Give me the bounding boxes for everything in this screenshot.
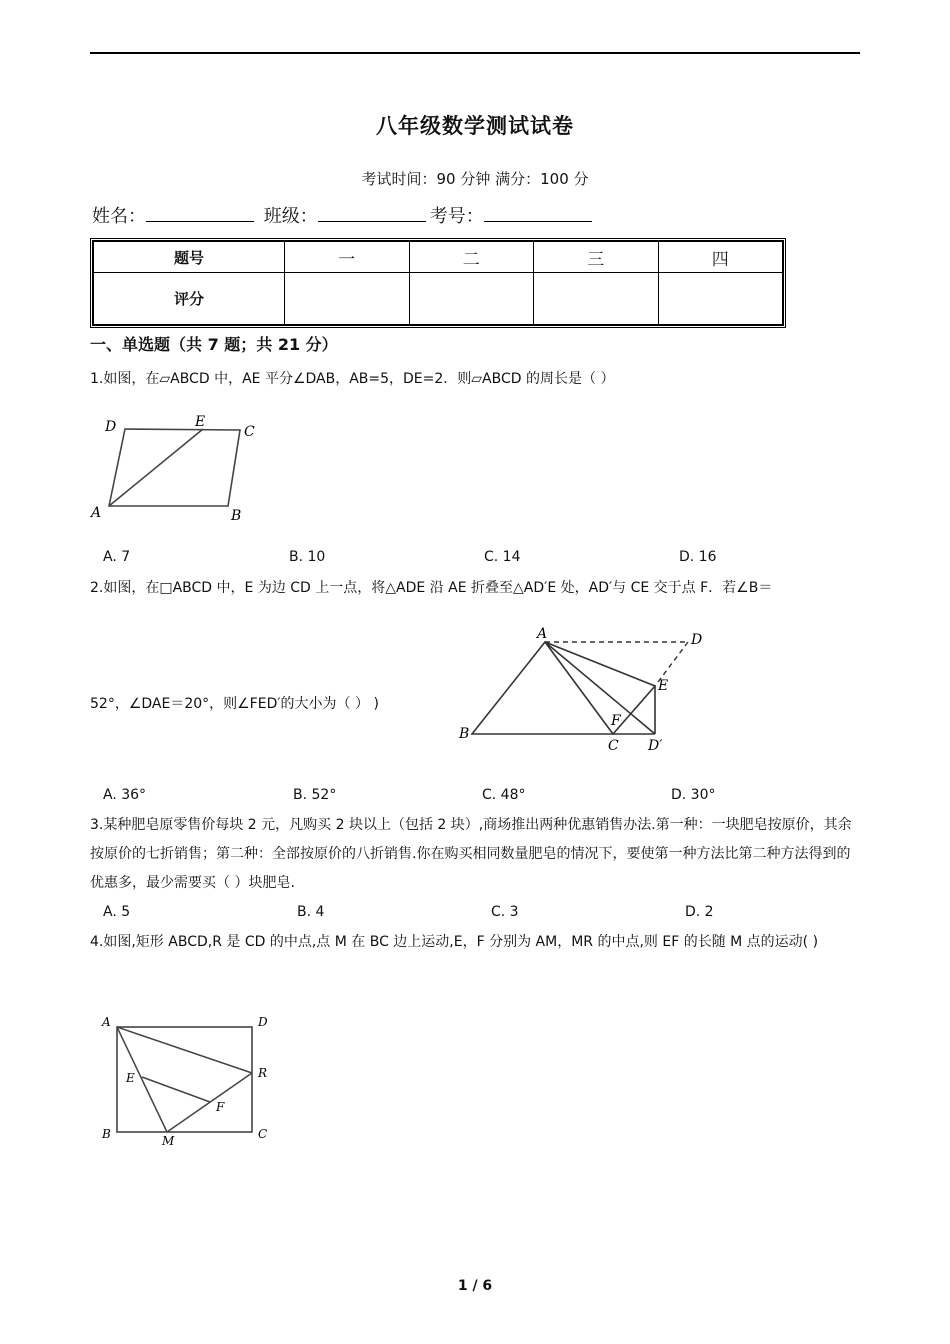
fig2-label-e: E (658, 678, 669, 694)
question-3-option-c: C. 3 (491, 904, 519, 920)
page-number: 1 / 6 (457, 1278, 493, 1294)
score-row-label-grade: 评分 (94, 273, 285, 325)
fig1-label-a: A (91, 505, 102, 521)
score-table (90, 238, 786, 328)
question-3-option-d: D. 2 (685, 904, 714, 920)
question-2-option-d: D. 30° (671, 787, 716, 803)
student-info-line (92, 202, 596, 228)
fig4-label-m: M (162, 1134, 175, 1148)
score-row-label-number: 题号 (94, 242, 285, 273)
question-1-text: 1.如图，在▱ABCD 中，AE 平分∠DAB，AB=5，DE=2．则▱ABCD 的周长是（ ） (90, 371, 615, 387)
fig4-label-d: D (258, 1015, 268, 1029)
fig1-label-b: B (231, 508, 242, 524)
fig4-label-r: R (258, 1066, 268, 1080)
question-1-figure (88, 410, 263, 525)
section-heading: 一、单选题（共 7 题；共 21 分） (90, 335, 338, 354)
id-blank (484, 205, 592, 222)
exam-info: 考试时间：90 分钟 满分：100 分 (361, 170, 589, 188)
fig2-label-d: D (691, 632, 703, 648)
fig1-label-d: D (105, 419, 117, 435)
fig4-label-e: E (126, 1071, 135, 1085)
fig2-label-f: F (611, 713, 621, 729)
question-3-option-a: A. 5 (103, 904, 131, 920)
question-2-text-line2: 52°，∠DAE＝20°，则∠FED′的大小为（ ） ) (90, 696, 379, 712)
score-cell-4 (658, 273, 783, 325)
score-col-4: 四 (658, 242, 783, 273)
fig4-label-c: C (258, 1127, 268, 1141)
question-1-option-c: C. 14 (484, 549, 521, 565)
question-2-option-c: C. 48° (482, 787, 526, 803)
question-3-option-b: B. 4 (297, 904, 325, 920)
class-label: 班级： (263, 206, 318, 227)
question-2-text-line1: 2.如图，在□ABCD 中，E 为边 CD 上一点，将△ADE 沿 AE 折叠至△AD′E 处，AD′与 CE 交于点 F．若∠B＝ (90, 580, 773, 596)
fig4-label-a: A (102, 1015, 111, 1029)
fig2-label-b: B (459, 726, 470, 742)
question-4-figure (98, 1010, 283, 1150)
name-label: 姓名： (92, 206, 146, 227)
question-2-option-a: A. 36° (103, 787, 147, 803)
class-blank (318, 205, 426, 222)
name-blank (146, 205, 254, 222)
page-title: 八年级数学测试试卷 (376, 114, 574, 138)
score-col-2: 二 (409, 242, 534, 273)
question-1-option-b: B. 10 (289, 549, 326, 565)
score-col-3: 三 (534, 242, 659, 273)
fig1-label-e: E (195, 414, 206, 430)
question-3-text: 3.某种肥皂原零售价每块 2 元，凡购买 2 块以上（包括 2 块）,商场推出两种优惠销售办法.第一种：一块肥皂按原价，其余按原价的七折销售；第二种：全部按原价的八折销售.你在购买相同数量肥皂的情况下，要使第一种方法比第二种方法得到的优惠多，最少需要买（ ）块肥皂. (90, 817, 852, 891)
question-2-option-b: B. 52° (293, 787, 337, 803)
question-1-option-a: A. 7 (103, 549, 131, 565)
fig2-label-a: A (537, 626, 548, 642)
fig4-label-f: F (216, 1100, 225, 1114)
fig2-label-c: C (608, 738, 619, 754)
score-col-1: 一 (285, 242, 410, 273)
score-cell-1 (285, 273, 410, 325)
fig2-label-d-prime: D′ (648, 738, 663, 754)
fig1-label-c: C (244, 424, 255, 440)
question-4-text: 4.如图,矩形 ABCD,R 是 CD 的中点,点 M 在 BC 边上运动,E，F 分别为 AM，MR 的中点,则 EF 的长随 M 点的运动( ) (90, 934, 819, 950)
score-cell-3 (534, 273, 659, 325)
score-cell-2 (409, 273, 534, 325)
header-rule (90, 52, 860, 54)
question-1-option-d: D. 16 (679, 549, 717, 565)
fig4-label-b: B (102, 1127, 111, 1141)
id-label: 考号： (429, 206, 484, 227)
